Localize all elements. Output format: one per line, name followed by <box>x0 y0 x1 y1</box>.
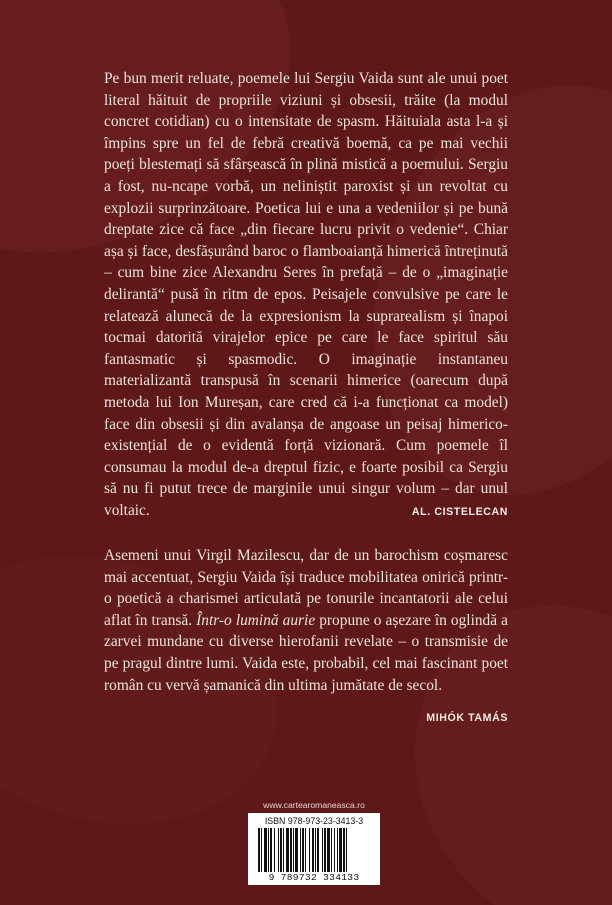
review-text-2 <box>104 545 508 696</box>
review-text-2-part-2: propune o așezare în oglindă a zarvei mundane cu diverse hierofanii revelate – o transmisie de pe pragul dintre lumi. Vaida este, probabil, cel mai fascinant poet român cu vervă șamanică din ultima jumătate de secol. <box>104 611 508 694</box>
review-paragraph-1 <box>104 68 508 521</box>
book-title-italic: Într-o lumină aurie <box>196 611 316 629</box>
review-text-2-part-1: Asemeni unui Virgil Mazilescu, dar de un barochism coșmaresc mai accentuat, Sergiu Vaida își traduce mobilitatea onirică printr-o poetică a charismei articulată pe tonurile incantatorii ale celui aflat în transă. <box>104 547 508 629</box>
review-author-1: AL. CISTELECAN <box>411 506 508 518</box>
review-text-1: Pe bun merit reluate, poemele lui Sergiu Vaida sunt ale unui poet literal hăituit de propriile viziuni și obsesii, trăite (la modul concret cotidian) cu o intensitate de spasm. Hăituiala asta l-a și împins spre un fel de febră creativă boemă, ca pe mai vechii poeți blestemați să sfârșească în plină mistică a poemului. Sergiu a fost, nu-ncape vorbă, un neliniștit paroxist și un revoltat cu explozii surprinzătoare. Poetica lui e una a vedeniilor și pe bună dreptate zice că face „din fiecare lucru privit o vedenie“. Chiar așa și face, desfășurând baroc o flamboaianță himerică întreținută – cum bine zice Alexandru Seres în prefață – de o „imaginație delirantă“ pusă în ritm de epos. Peisajele convulsive pe care le relatează alunecă de la expresionism la suprarealism și înapoi tocmai datorită virajelor epice pe care le face spiritul său fantasmatic și spasmodic. O imaginație instantaneu materializantă transpusă în scenarii himerice (oarecum după metoda lui Ion Mureșan, care cred că i-a funcționat ca model) face din obsesii și din avalanșa de angoase un peisaj himerico-existențial de o evidentă forță vizionară. Cum poemele îl consumau la modul de-a dreptul fizic, e foarte posibil ca Sergiu să nu fi putut trece de marginile unui singur volum – dar unul voltaic. <box>104 70 508 519</box>
isbn-label: ISBN 978-973-23-3413-3 <box>264 816 364 826</box>
publisher-url[interactable]: www.cartearomaneasca.ro <box>263 800 365 810</box>
review-author-2: MIHÓK TAMÁS <box>426 712 508 724</box>
barcode-icon <box>258 828 370 872</box>
barcode-digits: 9 789732 334133 <box>268 872 360 883</box>
isbn-barcode <box>248 813 380 885</box>
review-paragraph-2 <box>104 545 508 696</box>
